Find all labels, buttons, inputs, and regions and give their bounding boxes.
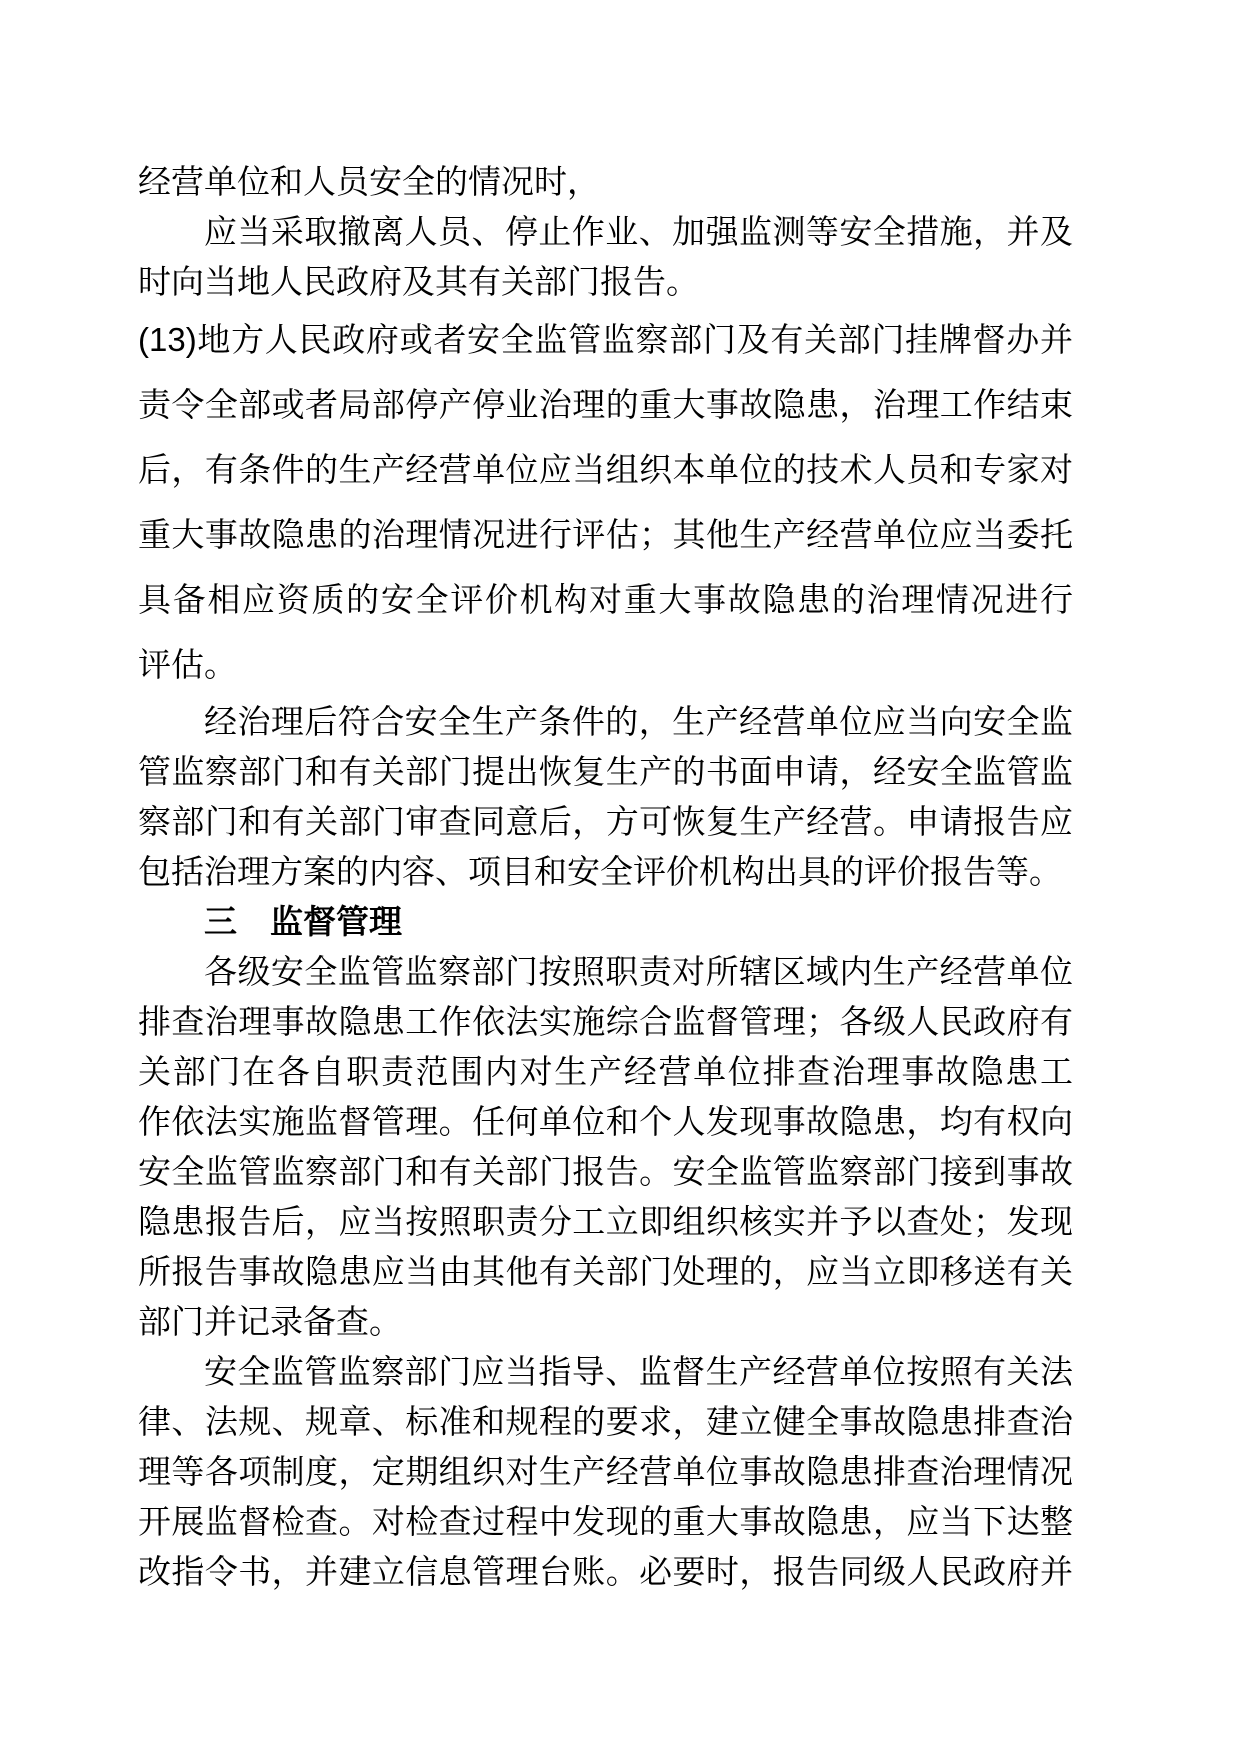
paragraph-line: (13)地方人民政府或者安全监管监察部门及有关部门挂牌督办并	[138, 321, 1073, 358]
paragraph-line: 律、法规、规章、标准和规程的要求，建立健全事故隐患排查治	[138, 1403, 1073, 1440]
paragraph-line: 改指令书，并建立信息管理台账。必要时，报告同级人民政府并	[138, 1553, 1073, 1590]
paragraph-line: 后，有条件的生产经营单位应当组织本单位的技术人员和专家对	[138, 451, 1073, 488]
paragraph-line: 应当采取撤离人员、停止作业、加强监测等安全措施，并及	[204, 213, 1073, 250]
paragraph-line: 排查治理事故隐患工作依法实施综合监督管理；各级人民政府有	[138, 1003, 1073, 1040]
paragraph-line: 具备相应资质的安全评价机构对重大事故隐患的治理情况进行	[138, 581, 1073, 618]
paragraph-line: 所报告事故隐患应当由其他有关部门处理的，应当立即移送有关	[138, 1253, 1073, 1290]
paragraph-line: 各级安全监管监察部门按照职责对所辖区域内生产经营单位	[204, 953, 1073, 990]
document-body	[138, 157, 1073, 1597]
paragraph-line: 安全监管监察部门应当指导、监督生产经营单位按照有关法	[204, 1353, 1073, 1390]
paragraph-line: 隐患报告后，应当按照职责分工立即组织核实并予以查处；发现	[138, 1203, 1073, 1240]
paragraph-line: 时向当地人民政府及其有关部门报告。	[138, 263, 699, 300]
paragraph-line: 经营单位和人员安全的情况时，	[138, 163, 600, 200]
section-heading: 三 监督管理	[204, 903, 402, 940]
paragraph-line: 经治理后符合安全生产条件的，生产经营单位应当向安全监	[204, 703, 1073, 740]
paragraph-line: 察部门和有关部门审查同意后，方可恢复生产经营。申请报告应	[138, 803, 1073, 840]
paragraph-line: 重大事故隐患的治理情况进行评估；其他生产经营单位应当委托	[138, 516, 1073, 553]
paragraph-line: 部门并记录备查。	[138, 1303, 402, 1340]
paragraph-line: 开展监督检查。对检查过程中发现的重大事故隐患，应当下达整	[138, 1503, 1073, 1540]
paragraph-line: 安全监管监察部门和有关部门报告。安全监管监察部门接到事故	[138, 1153, 1073, 1190]
paragraph-line: 关部门在各自职责范围内对生产经营单位排查治理事故隐患工	[138, 1053, 1073, 1090]
paragraph-line: 评估。	[138, 646, 237, 683]
paragraph-line: 包括治理方案的内容、项目和安全评价机构出具的评价报告等。	[138, 853, 1062, 890]
paragraph-line: 作依法实施监督管理。任何单位和个人发现事故隐患，均有权向	[138, 1103, 1073, 1140]
paragraph-line: 理等各项制度，定期组织对生产经营单位事故隐患排查治理情况	[138, 1453, 1073, 1490]
paragraph-line: 管监察部门和有关部门提出恢复生产的书面申请，经安全监管监	[138, 753, 1073, 790]
paragraph-line: 责令全部或者局部停产停业治理的重大事故隐患，治理工作结束	[138, 386, 1073, 423]
